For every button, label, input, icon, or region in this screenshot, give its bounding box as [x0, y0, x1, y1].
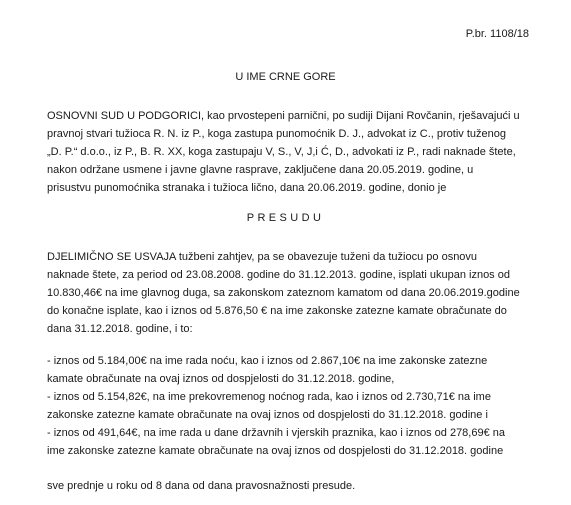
ruling-line: DJELIMIČNO SE USVAJA tužbeni zahtjev, pa se obavezuje tuženi da tužiocu po osnovu — [47, 251, 478, 263]
closing-line: sve prednje u roku od 8 dana od dana pravosnažnosti presude. — [47, 480, 356, 492]
ruling-line: naknade štete, za period od 23.08.2008. godine do 31.12.2013. godine, isplati ukupan iznos od — [47, 269, 510, 281]
ruling-paragraph — [47, 248, 547, 338]
intro-line: nakon održane usmene i javne glavne rasprave, zaključene dana 20.05.2019. godine, u — [47, 164, 474, 176]
intro-line: prisustvu punomoćnika stranaka i tužioca lično, dana 20.06.2019. godine, donio je — [47, 182, 447, 194]
intro-line: OSNOVNI SUD U PODGORICI, kao prvostepeni parnični, po sudiji Dijani Rovčanin, rješavajući u — [47, 110, 520, 122]
amount-item-line: zakonske zatezne kamate obračunate na ovaj iznos od dospjelosti do 31.12.2018. godine i — [47, 409, 488, 421]
intro-paragraph — [47, 107, 547, 197]
amount-item-line: - iznos od 491,64€, na ime rada u dane državnih i vjerskih praznika, kao i iznos od 278,69€ na — [47, 427, 506, 439]
ruling-line: 10.830,46€ na ime glavnog duga, sa zakonskom zateznom kamatom od dana 20.06.2019.godine — [47, 287, 520, 299]
ruling-line: do konačne isplate, kao i iznos od 5.876,50 € na ime zakonske zatezne kamate obračunate do — [47, 305, 507, 317]
amount-item-line: ime zakonske zatezne kamate obračunate na ovaj iznos od dospjelosti do 31.12.2018. godine — [47, 445, 504, 457]
amount-item-line: kamate obračunate na ovaj iznos od dospjelosti do 31.12.2018. godine, — [47, 373, 395, 385]
amount-item-line: - iznos od 5.184,00€ na ime rada noću, kao i iznos od 2.867,10€ na ime zakonske zatezne — [47, 355, 488, 367]
case-number: P.br. 1108/18 — [465, 28, 529, 40]
verdict-heading: PRESUDU — [246, 212, 325, 224]
intro-line: pravnoj stvari tužioca R. N. iz P., koga zastupa punomoćnik D. J., advokat iz C., protiv tuženog — [47, 128, 506, 140]
intro-line: „D. P.“ d.o.o., iz P., B. R. XX, koga zastupaju V, S., V, J,i Ć, D., advokati iz P., radi naknade štete, — [47, 146, 516, 158]
document-heading: U IME CRNE GORE — [235, 71, 336, 83]
amounts-list — [47, 352, 547, 460]
closing-paragraph — [47, 477, 547, 495]
ruling-line: dana 31.12.2018. godine, i to: — [47, 323, 193, 335]
amount-item-line: - iznos od 5.154,82€, na ime prekovremenog noćnog rada, kao i iznos od 2.730,71€ na ime — [47, 391, 491, 403]
